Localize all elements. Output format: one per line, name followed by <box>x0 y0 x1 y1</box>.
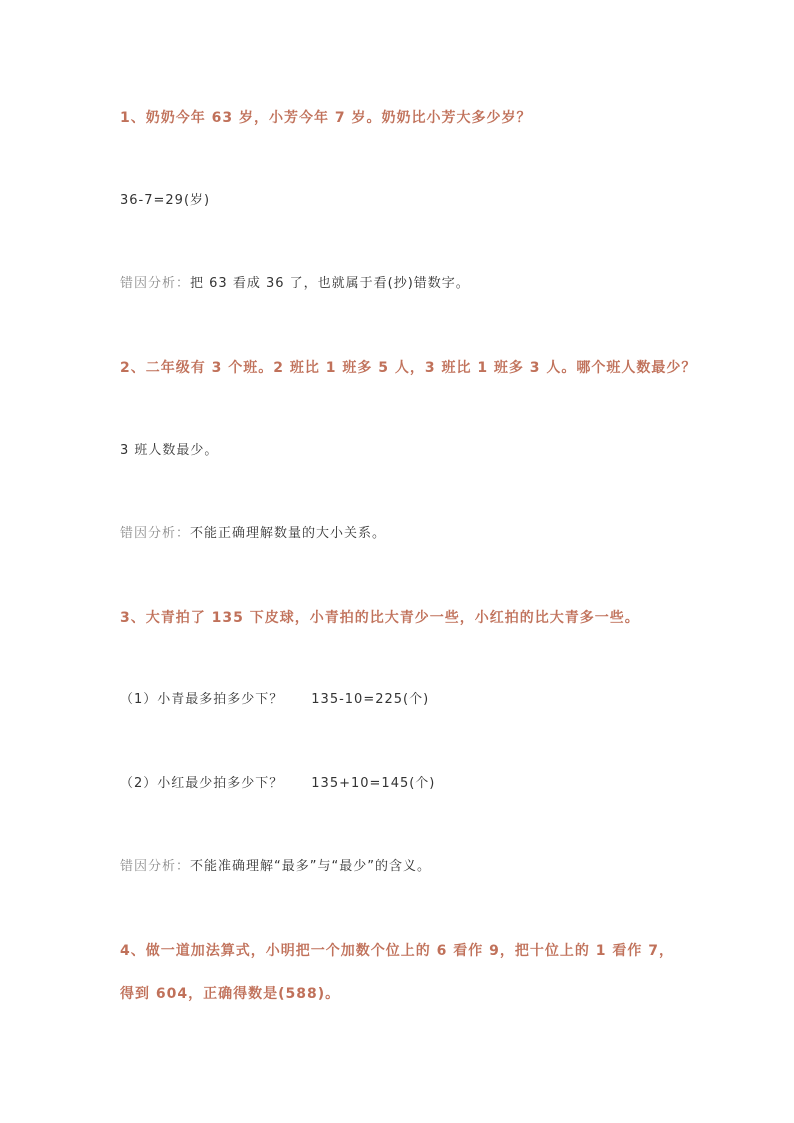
question-4-line-2: 得到 604，正确得数是(588)。 <box>120 986 341 1002</box>
question-2: 2、二年级有 3 个班。2 班比 1 班多 5 人，3 班比 1 班多 3 人。哪个班人数最少？ <box>120 360 697 376</box>
analysis-text: 不能准确理解“最多”与“最少”的含义。 <box>190 859 431 874</box>
sub-question-text: （2）小红最少拍多少下？ <box>120 776 284 791</box>
analysis-2 <box>120 524 386 544</box>
analysis-1 <box>120 274 470 294</box>
analysis-label: 错因分析： <box>120 276 191 291</box>
analysis-text: 把 63 看成 36 了，也就属于看(抄)错数字。 <box>190 276 470 291</box>
analysis-label: 错因分析： <box>120 526 191 541</box>
sub-answer: 135-10=225(个) <box>311 692 430 707</box>
answer-2: 3 班人数最少。 <box>120 443 219 458</box>
sub-question-text: （1）小青最多拍多少下？ <box>120 692 284 707</box>
question-1: 1、奶奶今年 63 岁，小芳今年 7 岁。奶奶比小芳大多少岁？ <box>120 110 532 126</box>
sub-question-3-2 <box>120 774 435 794</box>
answer-1: 36-7=29(岁) <box>120 193 211 208</box>
analysis-label: 错因分析： <box>120 859 191 874</box>
question-4-line-1: 4、做一道加法算式，小明把一个加数个位上的 6 看作 9，把十位上的 1 看作 7， <box>120 943 674 959</box>
sub-question-3-1 <box>120 690 429 710</box>
question-3: 3、大青拍了 135 下皮球，小青拍的比大青少一些，小红拍的比大青多一些。 <box>120 610 640 626</box>
sub-answer: 135+10=145(个) <box>311 776 436 791</box>
analysis-text: 不能正确理解数量的大小关系。 <box>190 526 387 541</box>
analysis-3 <box>120 857 431 877</box>
